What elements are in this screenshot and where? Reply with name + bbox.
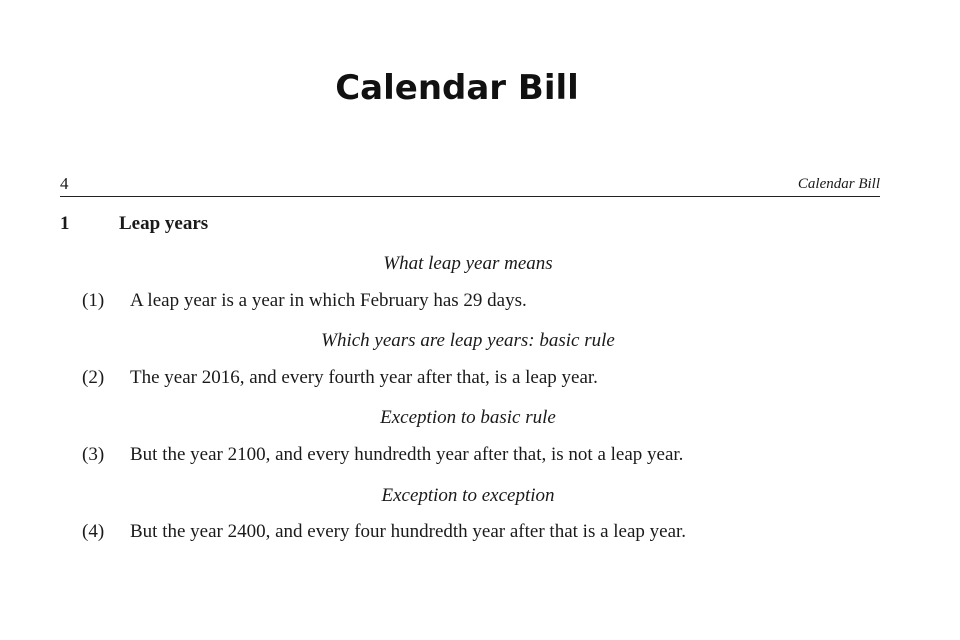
subsection-text: But the year 2400, and every four hundredth year after that is a leap year. [130, 521, 687, 542]
subsection-text: But the year 2100, and every hundredth year after that, is not a leap year. [130, 444, 684, 465]
subsection-number: (2) [82, 367, 105, 388]
document-page-header [60, 174, 880, 197]
page-number: 4 [60, 174, 69, 193]
subsection-heading: Exception to basic rule [380, 407, 556, 428]
section-number: 1 [60, 213, 70, 234]
section-title: Leap years [119, 213, 209, 234]
subsection-number: (4) [82, 521, 105, 542]
subsection-number: (1) [82, 290, 105, 311]
subsection-heading: What leap year means [383, 253, 553, 274]
running-head: Calendar Bill [797, 176, 880, 192]
subsection-heading: Which years are leap years: basic rule [321, 330, 615, 351]
subsection-text: The year 2016, and every fourth year after that, is a leap year. [130, 367, 598, 388]
subsection-heading: Exception to exception [381, 485, 555, 506]
slide-title: Calendar Bill [335, 68, 579, 108]
subsection-number: (3) [82, 444, 105, 465]
subsection-text: A leap year is a year in which February has 29 days. [130, 290, 527, 311]
